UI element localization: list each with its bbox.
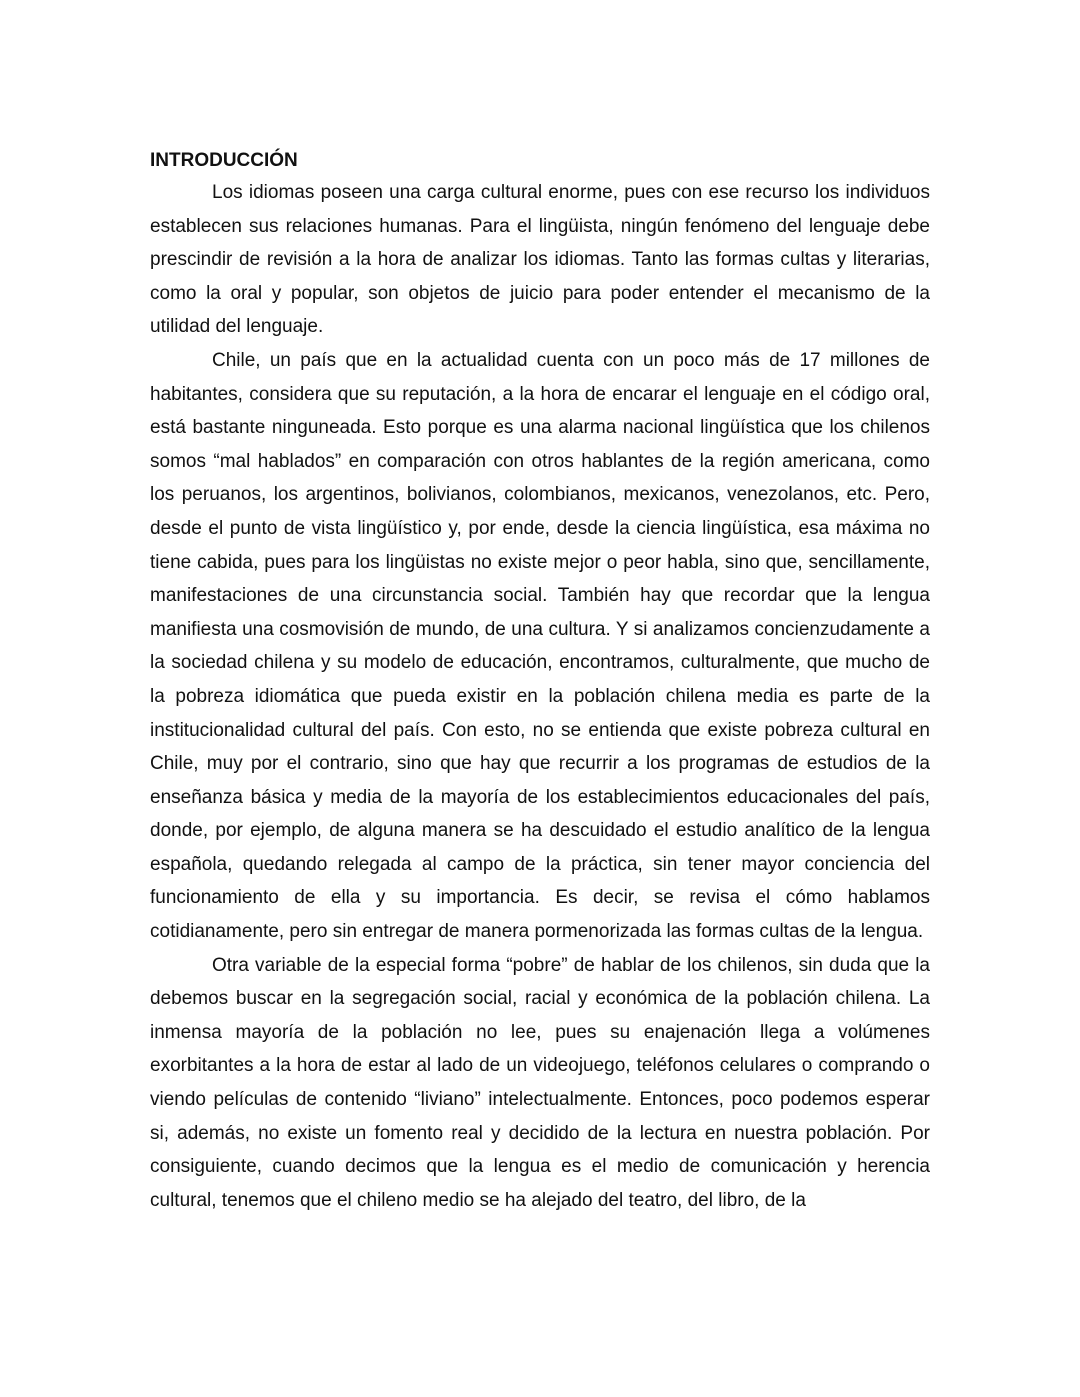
document-page — [150, 146, 930, 1217]
paragraph-1: Los idiomas poseen una carga cultural enorme, pues con ese recurso los individuos establecen sus relaciones humanas. Para el lingüista, ningún fenómeno del lenguaje debe prescindir de revisión a la hora de analizar los idiomas. Tanto las formas cultas y literarias, como la oral y popular, son objetos de juicio para poder entender el mecanismo de la utilidad del lenguaje. — [150, 182, 930, 338]
paragraph-2: Chile, un país que en la actualidad cuenta con un poco más de 17 millones de habitantes, considera que su reputación, a la hora de encarar el lenguaje en el código oral, está bastante ninguneada. Esto porque es una alarma nacional lingüística que los chilenos somos “mal hablados” en comparación con otros hablantes de la región americana, como los peruanos, los argentinos, bolivianos, colombianos, mexicanos, venezolanos, etc. Pero, desde el punto de vista lingüístico y, por ende, desde la ciencia lingüística, esa máxima no tiene cabida, pues para los lingüistas no existe mejor o peor habla, sino que, sencillamente, manifestaciones de una circunstancia social. También hay que recordar que la lengua manifiesta una cosmovisión de mundo, de una cultura. Y si analizamos concienzudamente a la sociedad chilena y su modelo de educación, encontramos, culturalmente, que mucho de la pobreza idiomática que pueda existir en la población chilena media es parte de la institucionalidad cultural del país. Con esto, no se entienda que existe pobreza cultural en Chile, muy por el contrario, sino que hay que recurrir a los programas de estudios de la enseñanza básica y media de la mayoría de los establecimientos educacionales del país, donde, por ejemplo, de alguna manera se ha descuidado el estudio analítico de la lengua española, quedando relegada al campo de la práctica, sin tener mayor conciencia del funcionamiento de ella y su importancia. Es decir, se revisa el cómo hablamos cotidianamente, pero sin entregar de manera pormenorizada las formas cultas de la lengua. — [150, 349, 930, 943]
paragraph-3: Otra variable de la especial forma “pobre” de hablar de los chilenos, sin duda que la debemos buscar en la segregación social, racial y económica de la población chilena. La inmensa mayoría de la población no lee, pues su enajenación llega a volúmenes exorbitantes a la hora de estar al lado de un videojuego, teléfonos celulares o comprando o viendo películas de contenido “liviano” intelectualmente. Entonces, poco podemos esperar si, además, no existe un fomento real y decidido de la lectura en nuestra población. Por consiguiente, cuando decimos que la lengua es el medio de comunicación y herencia cultural, tenemos que el chileno medio se ha alejado del teatro, del libro, de la — [150, 954, 930, 1211]
section-heading: INTRODUCCIÓN — [150, 150, 298, 171]
